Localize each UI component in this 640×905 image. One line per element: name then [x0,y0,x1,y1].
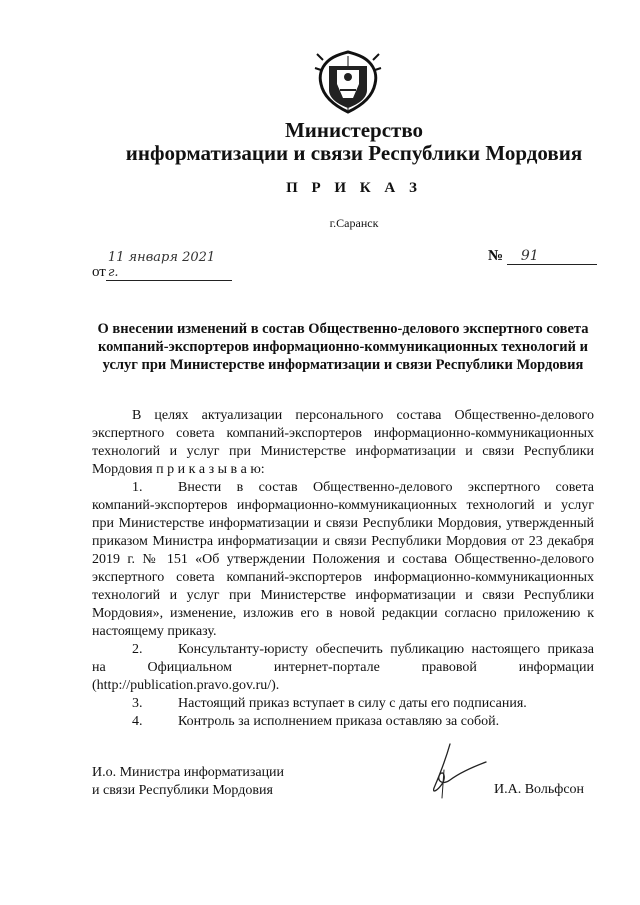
signer-position-line1: И.о. Министра информатизации [92,765,285,780]
signer-position-line2: и связи Республики Мордовия [92,783,273,798]
item-number: 2. [132,642,143,657]
city: г.Саранск [329,216,379,230]
item-number: 4. [132,714,143,729]
signer-position [92,764,284,800]
number-row [488,248,597,265]
handwritten-signature-icon [420,740,490,802]
ministry-name-line1: Министерство [284,118,424,142]
coat-of-arms-icon [313,50,383,116]
number-handwritten: 91 [507,248,597,265]
item-text: Внести в состав Общественно-делового экспертного совета компаний-экспортеров информационно-коммуникационных технологий и услуг при Министерстве информатизации и связи Республики Мордовия, утвержденный приказом Министра информатизации и связи Республики Мордовия от 23 декабря 2019 г. № 151 «Об утверждении Положения и состава Общественно-делового экспертного совета компаний-экспортеров информационно-коммуникационных технологий и услуг при Министерстве информатизации и связи Республики Мордовия», изменение, изложив его в новой редакции согласно приложению к настоящему приказу. [92,480,594,639]
number-prefix: № [488,248,504,264]
intro-paragraph: В целях актуализации персонального состава Общественно-делового экспертного совета компаний-экспортеров информационно-коммуникационных технологий и услуг при Министерстве информатизации и связи Республики Мордовия п р и к а з ы в а ю: [92,408,594,477]
item-text: Контроль за исполнением приказа оставляю за собой. [178,714,500,729]
item-text: Консультанту-юристу обеспечить публикацию настоящего приказа на Официальном интернет-портале правовой информации (http://publication.pravo.gov.ru/). [92,642,594,693]
list-item [92,713,594,731]
ministry-name-line2: информатизации и связи Республики Мордовия [125,141,583,165]
document-body [92,407,594,731]
date-row [92,250,232,281]
item-number: 3. [132,696,143,711]
signer-name: И.А. Вольфсон [494,782,585,797]
list-item [92,479,594,641]
document-title: О внесении изменений в состав Общественно-делового экспертного совета компаний-экспортеров информационно-коммуникационных технологий и услуг при Министерстве информатизации и связи Республики Мордовия [97,321,589,373]
item-number: 1. [132,480,143,495]
item-text: Настоящий приказ вступает в силу с даты его подписания. [178,696,527,711]
date-handwritten: 11 января 2021 г. [106,250,232,281]
list-item [92,641,594,695]
document-type: П Р И К А З [286,180,422,196]
list-item [92,695,594,713]
date-prefix: от [92,264,106,280]
